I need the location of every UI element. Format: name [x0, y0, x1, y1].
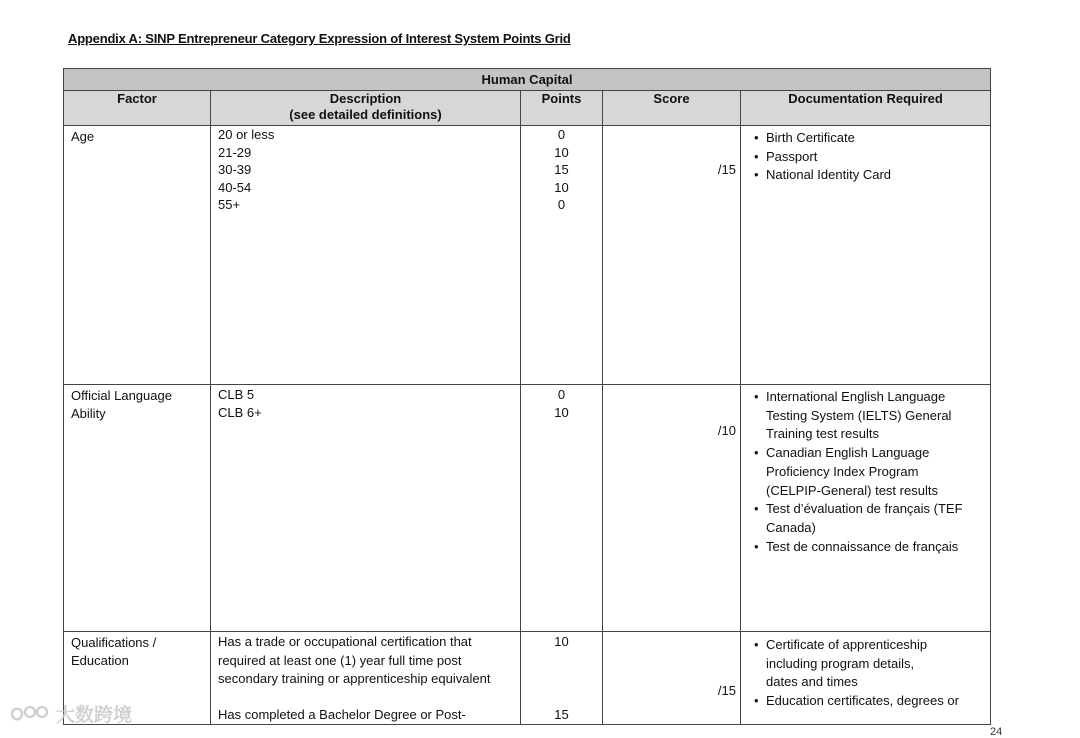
table-row-language	[64, 385, 991, 632]
factor-label: Education	[71, 653, 129, 668]
description-item: 21-29	[218, 144, 252, 160]
column-header-factor: Factor	[64, 91, 211, 126]
table-row-age	[64, 126, 991, 385]
watermark-logo-icon	[8, 703, 52, 725]
score-cell	[603, 632, 741, 725]
documentation-cell	[741, 632, 991, 725]
points-value: 10	[554, 144, 569, 160]
points-value: 10	[554, 179, 569, 195]
documentation-item: • Education certificates, degrees or	[766, 692, 990, 711]
watermark-text: 大数跨境	[56, 705, 133, 726]
points-value: 10	[554, 634, 569, 649]
documentation-item: • National Identity Card	[766, 166, 990, 185]
documentation-item: • Test d’évaluation de français (TEF Canada)	[766, 500, 990, 537]
table-row-education	[64, 632, 991, 725]
column-header-points: Points	[521, 91, 603, 126]
factor-cell	[64, 126, 211, 385]
page-number: 24	[990, 726, 1003, 738]
column-header-description	[211, 91, 521, 126]
description-item: 20 or less	[218, 127, 275, 142]
description-header-line2: (see detailed definitions)	[289, 107, 442, 122]
documentation-list	[741, 636, 990, 711]
points-value: 0	[557, 197, 566, 212]
description-header-line1: Description	[329, 91, 402, 106]
documentation-item: • Certificate of apprenticeship including program details, dates and times	[766, 636, 990, 692]
documentation-list	[741, 129, 990, 185]
documentation-cell	[741, 126, 991, 385]
watermark	[8, 700, 132, 727]
points-value: 0	[557, 127, 566, 142]
factor-label: Official Language	[71, 388, 172, 403]
description-cell	[211, 385, 521, 632]
score-cell	[603, 126, 741, 385]
column-header-documentation: Documentation Required	[741, 91, 991, 126]
points-value: 15	[554, 162, 569, 177]
points-value: 0	[557, 387, 566, 402]
documentation-list	[741, 388, 990, 556]
description-item: 55+	[218, 197, 241, 212]
score-cell	[603, 385, 741, 632]
points-cell	[521, 385, 603, 632]
description-item: Has a trade or occupational certification that required at least one (1) year full time post secondary training or apprenticeship equivalent	[218, 634, 491, 686]
description-item: 30-39	[218, 162, 252, 177]
points-cell	[521, 126, 603, 385]
section-header-human-capital: Human Capital	[64, 69, 991, 91]
factor-label: Ability	[71, 406, 106, 421]
factor-label: Qualifications /	[71, 635, 157, 650]
documentation-item: • Test de connaissance de français	[766, 538, 990, 557]
documentation-item: • International English Language Testing System (IELTS) General Training test results	[766, 388, 990, 444]
description-item: 40-54	[218, 179, 252, 195]
column-header-score: Score	[603, 91, 741, 126]
score-max: /15	[717, 683, 736, 698]
points-value: 15	[554, 706, 569, 722]
points-grid-table	[63, 68, 991, 725]
score-max: /15	[717, 162, 736, 177]
description-item: Has completed a Bachelor Degree or Post-	[218, 706, 466, 722]
points-value: 10	[554, 404, 569, 420]
documentation-cell	[741, 385, 991, 632]
documentation-item: • Birth Certificate	[766, 129, 990, 148]
documentation-item: • Canadian English Language Proficiency Index Program (CELPIP-General) test results	[766, 444, 990, 500]
points-cell	[521, 632, 603, 725]
documentation-item: • Passport	[766, 148, 990, 167]
description-cell	[211, 126, 521, 385]
description-cell	[211, 632, 521, 725]
factor-cell	[64, 385, 211, 632]
document-title: Appendix A: SINP Entrepreneur Category Expression of Interest System Points Grid	[68, 31, 571, 46]
column-header-row	[64, 91, 991, 126]
factor-label: Age	[71, 129, 95, 144]
description-item: CLB 6+	[218, 404, 262, 420]
description-item: CLB 5	[218, 387, 255, 402]
score-max: /10	[717, 423, 736, 438]
